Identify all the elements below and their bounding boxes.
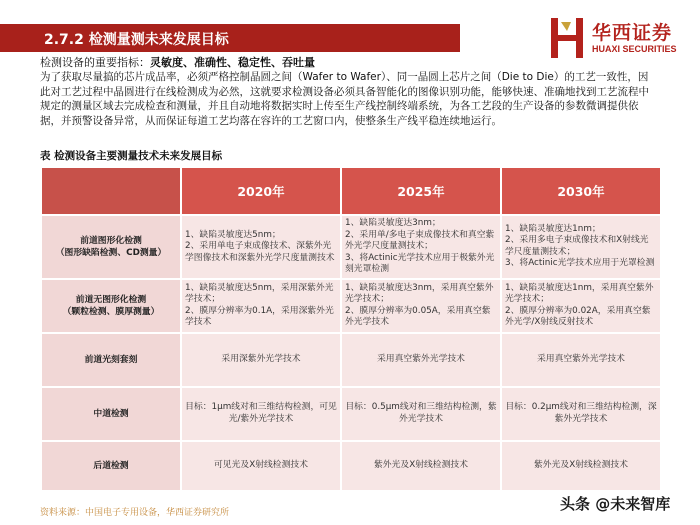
row-label-line2: （图形缺陷检测、CD测量） (55, 247, 167, 258)
table-row (41, 279, 661, 333)
watermark (560, 493, 670, 514)
table-cell: 可见光及X射线检测技术 (181, 441, 341, 491)
row-label-line1: 前道光刻套刻 (84, 354, 138, 365)
table-row (41, 441, 661, 491)
table-cell: 1、缺陷灵敏度达1nm，采用真空紫外光学技术； 2、膜厚分辨率为0.02A，采用真空紫外光学/X射线反射技术 (501, 279, 661, 333)
table-header-row (41, 167, 661, 215)
row-label-patterned-inspection (41, 215, 181, 279)
table-corner-cell (41, 167, 181, 215)
table-cell: 1、缺陷灵敏度达5nm； 2、采用单电子束成像技术、深紫外光学图像技术和深紫外光学尺度量测技术 (181, 215, 341, 279)
table-cell: 目标：0.5μm线对和三维结构检测，紫外光学技术 (341, 387, 501, 441)
row-label-lithography-overlay (41, 333, 181, 387)
intro-paragraph: 为了获取尽量搞的芯片成品率，必须严格控制晶圆之间（Wafer to Wafer）、同一晶圆上芯片之间（Die to Die）的工艺一致性，因此对工艺过程中晶圆进行在线检测成为必然，这就要求检测设备必须具备智能化的图像识别功能，能够快速、准确地找到工艺流程中规定的测量区域去完成检查和测量，并且自动地将数据实时上传至生产线控制终端系统，为各工艺段的生产设备的参数微调提供依据，并预警设备异常，从而保证每道工艺均落在容许的工艺窗口内，使整条生产线平稳连续地运行。 (40, 71, 649, 127)
logo-name-en: HUAXI SECURITIES (592, 44, 677, 54)
column-header-2030: 2030年 (501, 167, 661, 215)
table-row (41, 215, 661, 279)
table-cell: 采用深紫外光学技术 (181, 333, 341, 387)
row-label-line1: 前道无图形化检测 (75, 294, 147, 305)
table-cell: 采用真空紫外光学技术 (501, 333, 661, 387)
key-indicators-line (40, 54, 315, 70)
table-cell: 目标：0.2μm线对和三维结构检测，深紫外光学技术 (501, 387, 661, 441)
key-indicators-prefix: 检测设备的重要指标： (40, 56, 150, 69)
table-row (41, 387, 661, 441)
table-cell: 目标：1μm线对和三维结构检测，可见光/紫外光学技术 (181, 387, 341, 441)
table-cell: 1、缺陷灵敏度达3nm，采用真空紫外光学技术； 2、膜厚分辨率为0.05A，采用真空紫外光学技术 (341, 279, 501, 333)
row-label-unpatterned-inspection (41, 279, 181, 333)
table-cell: 采用真空紫外光学技术 (341, 333, 501, 387)
table-cell: 1、缺陷灵敏度达3nm； 2、采用单/多电子束成像技术和真空紫外光学尺度量测技术； 3、将Actinic光学技术应用于极紫外光刻光罩检测 (341, 215, 501, 279)
table-cell: 紫外光及X射线检测技术 (341, 441, 501, 491)
column-header-2020: 2020年 (181, 167, 341, 215)
row-label-midend-inspection (41, 387, 181, 441)
table-cell: 1、缺陷灵敏度达5nm，采用深紫外光学技术； 2、膜厚分辨率为0.1A，采用深紫外光学技术 (181, 279, 341, 333)
section-title: 2.7.2 检测量测未来发展目标 (44, 32, 229, 48)
goals-table (40, 166, 662, 492)
huaxi-logo-icon (547, 16, 587, 60)
table-cell: 紫外光及X射线检测技术 (501, 441, 661, 491)
logo-name-cn: 华西证券 (592, 22, 673, 44)
row-label-line1: 后道检测 (93, 460, 129, 471)
source-note: 资料来源：中国电子专用设备，华西证券研究所 (40, 508, 230, 518)
row-label-line2: （颗粒检测、膜厚测量） (62, 306, 160, 317)
table-row (41, 333, 661, 387)
row-label-line1: 前道图形化检测 (80, 235, 142, 246)
table-cell: 1、缺陷灵敏度达1nm； 2、采用多电子束成像技术和X射线光学尺度量测技术； 3、将Actinic光学技术应用于光罩检测 (501, 215, 661, 279)
table-caption: 表 检测设备主要测量技术未来发展目标 (40, 150, 223, 162)
key-indicators-values: 灵敏度、准确性、稳定性、吞吐量 (150, 56, 315, 69)
row-label-line1: 中道检测 (93, 408, 129, 419)
row-label-backend-inspection (41, 441, 181, 491)
watermark-text: 头条 @未来智库 (560, 495, 671, 513)
column-header-2025: 2025年 (341, 167, 501, 215)
